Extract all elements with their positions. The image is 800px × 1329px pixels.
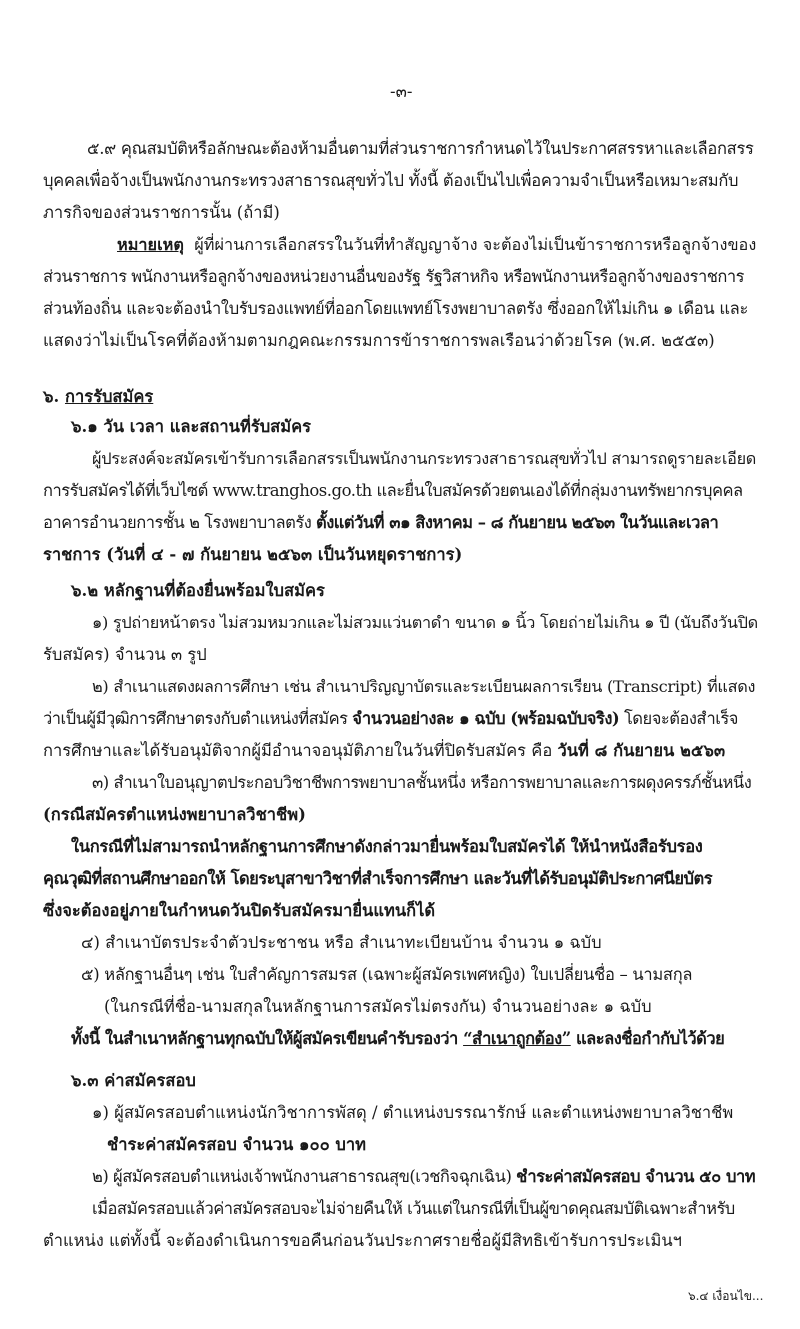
next-page-continuation: ๖.๔ เงื่อนไข... <box>688 1289 764 1303</box>
s61-line-1: ผู้ประสงค์จะสมัครเข้ารับการเลือกสรรเป็นพนักงานกระทรวงสาธารณสุขทั่วไป สามารถดูรายละเอียด <box>92 449 757 468</box>
s62-para-line-1: ในกรณีที่ไม่สามารถนำหลักฐานการศึกษาดังกล่าวมายื่นพร้อมใบสมัครได้ ให้นำหนังสือรับรอง <box>71 837 703 856</box>
s62-certify-phrase: “สำเนาถูกต้อง” <box>463 1029 571 1048</box>
s59-line-2: บุคคลเพื่อจ้างเป็นพนักงานกระทรวงสาธารณสุขทั่วไป ทั้งนี้ ต้องเป็นไปเพื่อความจำเป็นหรือเหมาะสมกับ <box>43 171 739 190</box>
s61-title: ๖.๑ วัน เวลา และสถานที่รับสมัคร <box>71 417 312 436</box>
s62-title: ๖.๒ หลักฐานที่ต้องยื่นพร้อมใบสมัคร <box>71 581 325 600</box>
s62-item-3-line-1: ๓) สำเนาใบอนุญาตประกอบวิชาชีพการพยาบาลชั้นหนึ่ง หรือการพยาบาลและการผดุงครรภ์ชั้นหนึ่ง <box>92 773 752 792</box>
s62-item-2-copies: จำนวนอย่างละ ๑ ฉบับ (พร้อมฉบับจริง) <box>352 709 620 728</box>
s62-item-5-line-1: ๕) หลักฐานอื่นๆ เช่น ใบสำคัญการสมรส (เฉพาะผู้สมัครเพศหญิง) ใบเปลี่ยนชื่อ – นามสกุล <box>81 965 693 984</box>
s59-line-3: ภารกิจของส่วนราชการนั้น (ถ้ามี) <box>43 203 280 222</box>
s62-item-1-line-1: ๑) รูปถ่ายหน้าตรง ไม่สวมหมวกและไม่สวมแว่นตาดำ ขนาด ๑ นิ้ว โดยถ่ายไม่เกิน ๑ ปี (นับถึงวันปิด <box>92 613 758 632</box>
note-line-3: ส่วนท้องถิ่น และจะต้องนำใบรับรองแพทย์ที่ออกโดยแพทย์โรงพยาบาลตรัง ซึ่งออกให้ไม่เกิน ๑ เดือน และ <box>43 299 749 318</box>
s62-certify-text-b: และลงชื่อกำกับไว้ด้วย <box>570 1029 725 1048</box>
s61-line-3 <box>43 512 718 534</box>
s63-item-2-fee: ชำระค่าสมัครสอบ จำนวน ๕๐ บาท <box>516 1167 756 1186</box>
s62-item-1-line-2: รับสมัคร) จำนวน ๓ รูป <box>43 645 207 664</box>
s59-line-1: ๕.๙ คุณสมบัติหรือลักษณะต้องห้ามอื่นตามที่ส่วนราชการกำหนดไว้ในประกาศสรรหาและเลือกสรร <box>87 139 754 158</box>
s62-item-2-line-3-text: การศึกษาและได้รับอนุมัติจากผู้มีอำนาจอนุมัติภายในวันที่ปิดรับสมัคร คือ <box>43 741 558 760</box>
note-line-4: แสดงว่าไม่เป็นโรคที่ต้องห้ามตามกฎคณะกรรมการข้าราชการพลเรือนว่าด้วยโรค (พ.ศ. ๒๕๕๓) <box>43 331 715 350</box>
s63-item-1-fee: ชำระค่าสมัครสอบ จำนวน ๑๐๐ บาท <box>107 1135 367 1154</box>
s62-item-3-line-2: (กรณีสมัครตำแหน่งพยาบาลวิชาชีพ) <box>43 805 306 824</box>
s61-line-4: ราชการ (วันที่ ๔ - ๗ กันยายน ๒๕๖๓ เป็นวันหยุดราชการ) <box>43 545 463 564</box>
s62-certify-text-a: ทั้งนี้ ในสำเนาหลักฐานทุกฉบับให้ผู้สมัครเขียนคำรับรองว่า <box>71 1029 464 1048</box>
note-label: หมายเหตุ <box>117 235 184 254</box>
section-6-number: ๖. <box>43 387 60 406</box>
s62-item-5-line-2: (ในกรณีที่ชื่อ-นามสกุลในหลักฐานการสมัครไม่ตรงกัน) จำนวนอย่างละ ๑ ฉบับ <box>104 997 652 1016</box>
s62-item-4: ๔) สำเนาบัตรประจำตัวประชาชน หรือ สำเนาทะเบียนบ้าน จำนวน ๑ ฉบับ <box>81 933 602 952</box>
s62-item-2-line-2-tail: โดยจะต้องสำเร็จ <box>619 709 738 728</box>
s63-item-2-text: ๒) ผู้สมัครสอบตำแหน่งเจ้าพนักงานสาธารณสุข(เวชกิจฉุกเฉิน) <box>92 1167 517 1186</box>
s62-item-2-line-2-text: ว่าเป็นผู้มีวุฒิการศึกษาตรงกับตำแหน่งที่สมัคร <box>43 709 353 728</box>
s63-item-1-line-1: ๑) ผู้สมัครสอบตำแหน่งนักวิชาการพัสดุ / ตำแหน่งบรรณารักษ์ และตำแหน่งพยาบาลวิชาชีพ <box>92 1103 734 1122</box>
s62-certify-line <box>71 1028 724 1050</box>
page-number: -๓- <box>390 82 413 101</box>
s62-para-line-3: ซึ่งจะต้องอยู่ภายในกำหนดวันปิดรับสมัครมายื่นแทนก็ได้ <box>43 901 436 920</box>
s62-item-2-line-3 <box>43 740 725 762</box>
s63-item-2 <box>92 1166 755 1188</box>
note-line-2: ส่วนราชการ พนักงานหรือลูกจ้างของหน่วยงานอื่นของรัฐ รัฐวิสาหกิจ หรือพนักงานหรือลูกจ้างของราชการ <box>43 267 745 286</box>
s63-para-line-2: ตำแหน่ง แต่ทั้งนี้ จะต้องดำเนินการขอคืนก่อนวันประกาศรายชื่อผู้มีสิทธิเข้ารับการประเมินฯ <box>43 1231 682 1250</box>
s61-line-2: การรับสมัครได้ที่เว็บไซต์ www.tranghos.go.th และยื่นใบสมัครด้วยตนเองได้ที่กลุ่มงานทรัพยากรบุคคล <box>43 481 743 500</box>
s61-line-3-text: อาคารอำนวยการชั้น ๒ โรงพยาบาลตรัง <box>43 513 317 532</box>
s61-application-period: ตั้งแต่วันที่ ๓๑ สิงหาคม – ๘ กันยายน ๒๕๖๓ ในวันและเวลา <box>316 513 719 532</box>
note-line-1: ผู้ที่ผ่านการเลือกสรรในวันที่ทำสัญญาจ้าง จะต้องไม่เป็นข้าราชการหรือลูกจ้างของ <box>194 235 757 254</box>
s63-para-line-1: เมื่อสมัครสอบแล้วค่าสมัครสอบจะไม่จ่ายคืนให้ เว้นแต่ในกรณีที่เป็นผู้ขาดคุณสมบัติเฉพาะสำหรับ <box>92 1199 735 1218</box>
section-6-title: การรับสมัคร <box>64 387 154 406</box>
section-6-heading <box>43 386 153 408</box>
note-paragraph <box>117 234 756 256</box>
s62-closing-date: วันที่ ๘ กันยายน ๒๕๖๓ <box>557 741 726 760</box>
s62-para-line-2: คุณวุฒิที่สถานศึกษาออกให้ โดยระบุสาขาวิชาที่สำเร็จการศึกษา และวันที่ได้รับอนุมัติประกาศนียบัตร <box>43 869 713 888</box>
s62-item-2-line-1: ๒) สำเนาแสดงผลการศึกษา เช่น สำเนาปริญญาบัตรและระเบียนผลการเรียน (Transcript) ที่แสดง <box>92 677 756 696</box>
s63-title: ๖.๓ ค่าสมัครสอบ <box>71 1071 196 1090</box>
s62-item-2-line-2 <box>43 708 738 730</box>
